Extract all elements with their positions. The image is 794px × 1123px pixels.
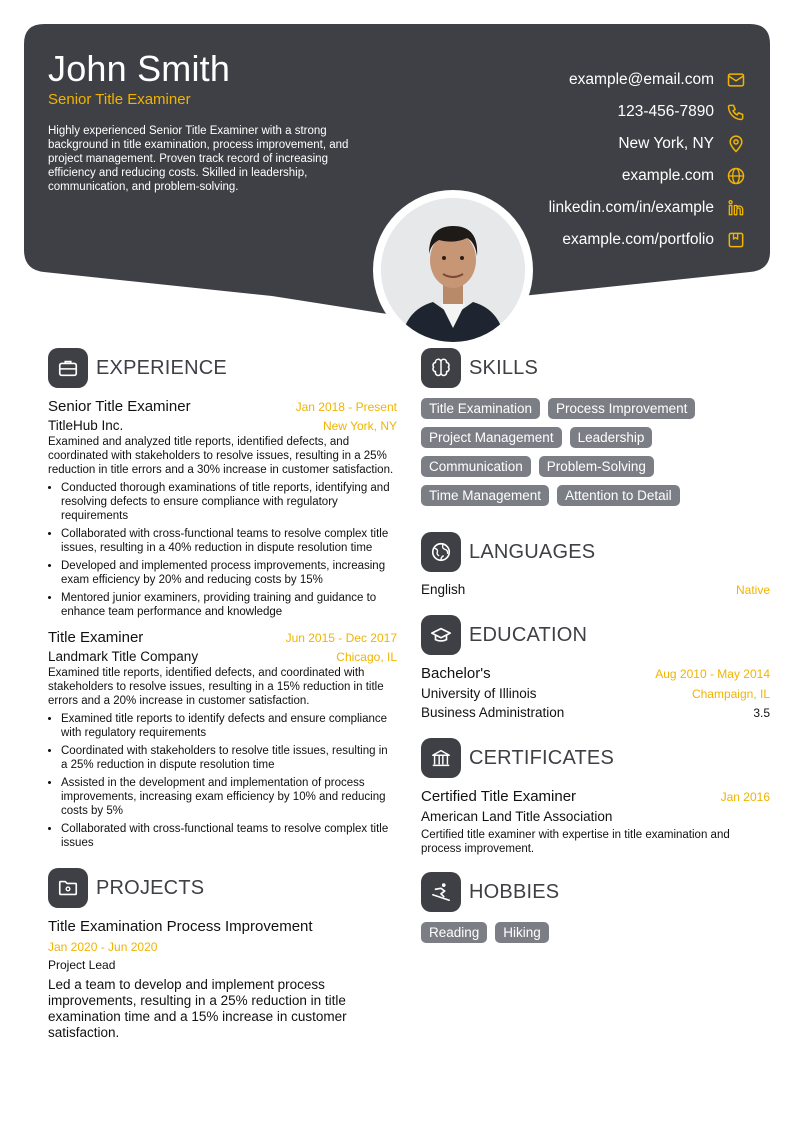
certificate-date: Jan 2016 — [720, 790, 770, 804]
skill-tag: Attention to Detail — [557, 485, 680, 506]
mail-icon — [726, 70, 746, 90]
certificate-name: Certified Title Examiner — [421, 788, 577, 805]
job-entry — [48, 398, 397, 619]
languages-heading: LANGUAGES — [469, 540, 596, 563]
skill-tag: Time Management — [421, 485, 549, 506]
candidate-title: Senior Title Examiner — [48, 91, 191, 108]
job-bullets — [48, 481, 397, 619]
job-bullet: • Examined title reports to identify defects and ensure compliance with regulatory requirements — [61, 712, 397, 740]
job-bullet: • Collaborated with cross-functional teams to resolve complex title issues — [61, 822, 397, 850]
hobby-tag: Hiking — [495, 922, 549, 943]
job-bullet: • Mentored junior examiners, providing training and guidance to enhance team performance and knowledge — [61, 591, 397, 619]
education-dates: Aug 2010 - May 2014 — [655, 667, 770, 681]
candidate-name: John Smith — [48, 48, 231, 89]
certificate-entry — [421, 788, 770, 856]
education-field: Business Administration — [421, 705, 565, 720]
project-description: Led a team to develop and implement process improvements, resulting in a 25% reduction in title examination time and a 15% increase in customer satisfaction. — [48, 977, 347, 1040]
job-bullet: • Conducted thorough examinations of title reports, identifying and resolving defects to ensure compliance with regulatory requirements — [61, 481, 397, 523]
project-title: Title Examination Process Improvement — [48, 918, 313, 935]
contact-website-text[interactable]: example.com — [621, 167, 714, 184]
contact-website[interactable] — [549, 160, 746, 192]
job-bullets — [48, 712, 397, 850]
hobbies-section — [421, 872, 770, 951]
profile-photo-frame — [373, 190, 533, 350]
contact-phone-text[interactable]: 123-456-7890 — [617, 103, 714, 120]
job-dates: Jan 2018 - Present — [295, 400, 397, 414]
job-entry — [48, 629, 397, 850]
job-bullet: • Collaborated with cross-functional teams to resolve complex title issues, resulting in a 40% reduction in dispute resolution time — [61, 527, 397, 555]
summary-text: Highly experienced Senior Title Examiner with a strong background in title examination, process improvement, and project management. Proven track record of increasing efficiency and reducing costs. Skilled in leadership, communication, and problem-solving. — [48, 125, 349, 193]
briefcase-icon — [48, 348, 88, 388]
skill-tag: Title Examination — [421, 398, 540, 419]
job-company: TitleHub Inc. — [48, 418, 124, 433]
left-column — [48, 348, 397, 1041]
job-dates: Jun 2015 - Dec 2017 — [285, 631, 397, 645]
languages-section — [421, 532, 770, 597]
certificates-section — [421, 738, 770, 856]
skill-tag: Problem-Solving — [539, 456, 654, 477]
education-gpa: 3.5 — [753, 706, 770, 720]
language-name: English — [421, 582, 466, 597]
globe-icon — [726, 166, 746, 186]
contact-portfolio[interactable] — [549, 224, 746, 256]
skills-heading: SKILLS — [469, 356, 539, 379]
skiing-icon — [421, 872, 461, 912]
education-location: Champaign, IL — [691, 687, 770, 701]
hobby-tag: Reading — [421, 922, 487, 943]
right-column — [421, 348, 770, 951]
portfolio-icon — [726, 230, 746, 250]
language-globe-icon — [421, 532, 461, 572]
location-pin-icon — [726, 134, 746, 154]
language-level: Native — [735, 583, 770, 597]
contact-phone[interactable] — [549, 96, 746, 128]
skill-tags — [421, 398, 770, 514]
profile-photo — [381, 198, 525, 342]
contact-location — [549, 128, 746, 160]
contact-email[interactable] — [549, 64, 746, 96]
projects-section — [48, 868, 397, 1041]
education-heading: EDUCATION — [469, 623, 588, 646]
job-description: Examined title reports, identified defects, and coordinated with stakeholders to resolve issues, resulting in a 15% reduction in title errors and a 20% increase in customer satisfaction. — [48, 667, 384, 707]
projects-heading: PROJECTS — [96, 876, 205, 899]
job-location: New York, NY — [322, 419, 397, 433]
project-dates: Jan 2020 - Jun 2020 — [48, 940, 158, 954]
certificate-issuer: American Land Title Association — [421, 809, 613, 824]
job-bullet: • Coordinated with stakeholders to resolve title issues, resulting in a 25% reduction in dispute resolution time — [61, 744, 397, 772]
institution-icon — [421, 738, 461, 778]
skill-tag: Project Management — [421, 427, 562, 448]
project-role: Project Lead — [48, 958, 116, 972]
education-section — [421, 615, 770, 720]
graduation-cap-icon — [421, 615, 461, 655]
brain-icon — [421, 348, 461, 388]
experience-section — [48, 348, 397, 850]
education-school: University of Illinois — [421, 686, 537, 701]
job-location: Chicago, IL — [336, 650, 397, 664]
folder-icon — [48, 868, 88, 908]
job-bullet: • Developed and implemented process improvements, increasing exam efficiency by 20% and reducing costs by 15% — [61, 559, 397, 587]
certificates-heading: CERTIFICATES — [469, 746, 615, 769]
contact-portfolio-text[interactable]: example.com/portfolio — [562, 231, 714, 248]
skills-section — [421, 348, 770, 514]
contact-list — [549, 64, 746, 256]
job-company: Landmark Title Company — [48, 649, 199, 664]
skill-tag: Leadership — [570, 427, 653, 448]
portrait-illustration — [381, 198, 525, 342]
contact-linkedin-text[interactable]: linkedin.com/in/example — [548, 199, 714, 216]
skill-tag: Process Improvement — [548, 398, 695, 419]
contact-email-text[interactable]: example@email.com — [569, 71, 714, 88]
job-bullet: • Assisted in the development and implementation of process improvements, increasing exam efficiency by 10% and reducing costs by 5% — [61, 776, 397, 818]
hobby-tags — [421, 922, 770, 951]
project-entry — [48, 918, 397, 1041]
phone-icon — [726, 102, 746, 122]
linkedin-icon — [726, 198, 746, 218]
hobbies-heading: HOBBIES — [469, 880, 560, 903]
language-entry — [421, 582, 770, 597]
job-description: Examined and analyzed title reports, identified defects, and coordinated with stakeholders to resolve issues, resulting in a 25% reduction in title errors and a 30% increase in customer satisfaction. — [48, 436, 394, 476]
certificate-description: Certified title examiner with expertise in title examination and process improvement. — [421, 829, 730, 855]
experience-heading: EXPERIENCE — [96, 356, 227, 379]
job-title: Senior Title Examiner — [48, 398, 191, 415]
education-entry — [421, 665, 770, 720]
education-degree: Bachelor's — [421, 665, 491, 682]
contact-linkedin[interactable] — [549, 192, 746, 224]
skill-tag: Communication — [421, 456, 531, 477]
job-title: Title Examiner — [48, 629, 144, 646]
contact-location-text: New York, NY — [618, 135, 714, 152]
